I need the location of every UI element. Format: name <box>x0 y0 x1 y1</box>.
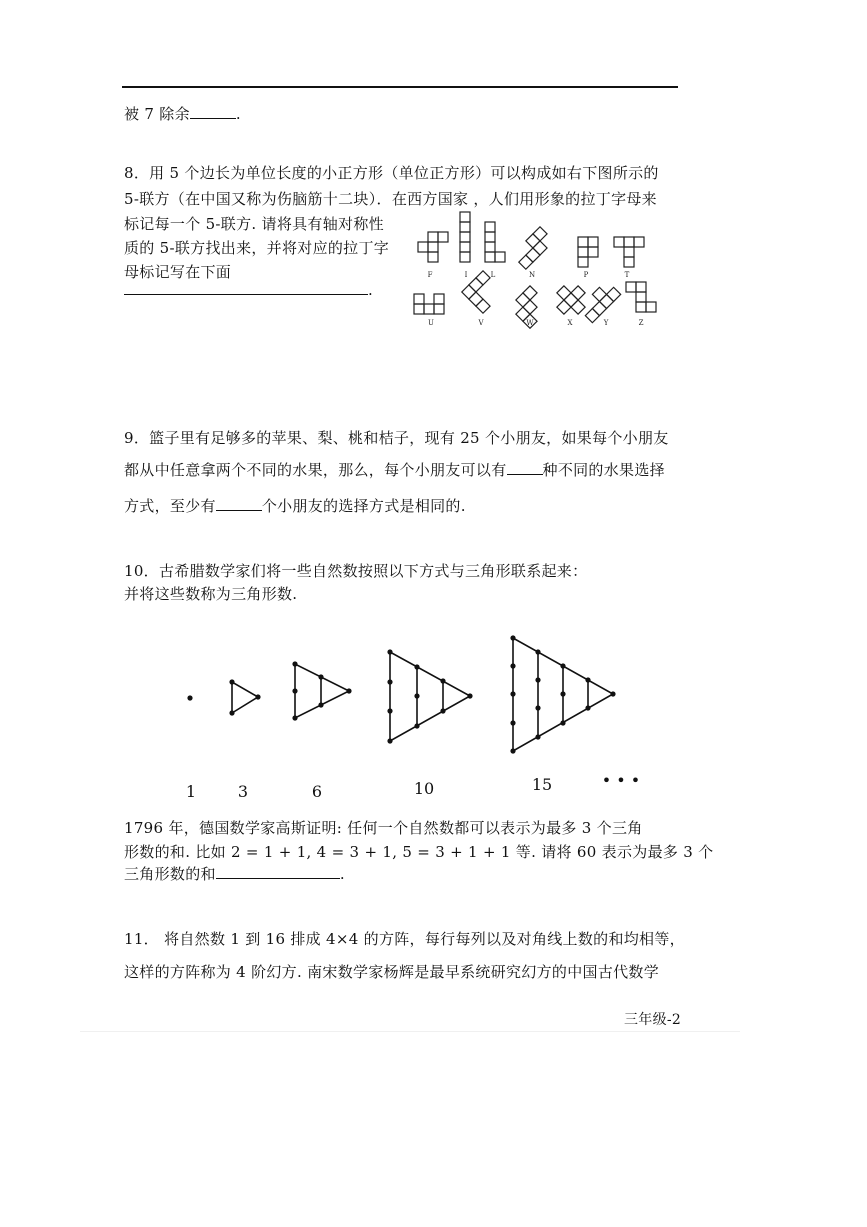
pentomino-label-f: F <box>427 271 433 279</box>
tri-number-6: 6 <box>311 782 323 800</box>
q10-line-5b: . <box>339 865 345 883</box>
tri-number-10: 10 <box>413 779 435 798</box>
prev-tail: . <box>235 105 241 123</box>
q9-line-2a: 都从中任意拿两个不同的水果，那么，每个小朋友可以有 <box>124 461 507 479</box>
q9-blank-1[interactable] <box>507 460 543 475</box>
pentomino-label-n: N <box>528 271 536 279</box>
dot <box>187 695 192 700</box>
q10-line-3: 1796 年，德国数学家高斯证明: 任何一个自然数都可以表示为最多 3 个三角 <box>124 819 643 837</box>
q11-line-2: 这样的方阵称为 4 阶幻方. 南宋数学家杨辉是最早系统研究幻方的中国古代数学 <box>124 963 660 981</box>
q9-line-2 <box>124 460 665 480</box>
prev-text: 被 7 除余 <box>124 105 190 123</box>
pentomino-label-y: Y <box>603 319 609 327</box>
q9-line-3a: 方式，至少有 <box>124 497 216 515</box>
q9-line-2b: 种不同的水果选择 <box>542 461 665 479</box>
q10-line-1: 10．古希腊数学家们将一些自然数按照以下方式与三角形联系起来： <box>124 562 588 580</box>
tri-number-3: 3 <box>237 782 249 800</box>
pentomino-label-l: L <box>490 271 496 279</box>
pentomino-label-w: W <box>526 319 534 327</box>
q8-line-3: 标记每一个 5-联方. 请将具有轴对称性 <box>124 215 384 233</box>
q10-line-4: 形数的和. 比如 2 = 1 + 1, 4 = 3 + 1, 5 = 3 + 1 + 1 等. 请将 60 表示为最多 3 个 <box>124 843 714 861</box>
q10-line-5a: 三角形数的和 <box>124 865 216 883</box>
pentomino-l <box>485 222 505 262</box>
q8-line-5: 母标记写在下面 <box>124 263 232 281</box>
pentomino-label-z: Z <box>638 319 644 327</box>
triangular-numbers-figure <box>180 625 640 800</box>
pentomino-label-u: U <box>428 319 434 327</box>
q11-line-1: 11． 将自然数 1 到 16 排成 4×4 的方阵，每行每列以及对角线上数的和均相等， <box>124 930 685 948</box>
tri-number-ellipsis: • • • <box>601 771 640 790</box>
q9-line-1: 9．篮子里有足够多的苹果、梨、桃和桔子，现有 25 个小朋友，如果每个小朋友 <box>124 429 669 447</box>
pentomino-u <box>414 294 444 314</box>
pentomino-n <box>512 227 554 269</box>
pentomino-i <box>460 212 470 262</box>
pentomino-t <box>614 237 644 267</box>
pentomino-label-p: P <box>583 271 589 279</box>
q8-line-1: 8．用 5 个边长为单位长度的小正方形（单位正方形）可以构成如右下图所示的 <box>124 164 659 182</box>
q8-answer-tail: . <box>368 281 374 299</box>
prev-question-tail <box>124 104 241 124</box>
q8-line-2: 5-联方（在中国又称为伤脑筋十二块）．在西方国家 ，人们用形象的拉丁字母来 <box>124 190 657 208</box>
page-footer-label: 三年级-2 <box>624 1012 682 1028</box>
pentomino-label-t: T <box>624 271 630 279</box>
q8-line-4: 质的 5-联方找出来，并将对应的拉丁字 <box>124 239 390 257</box>
header-rule <box>122 86 678 88</box>
pentomino-v <box>462 271 504 313</box>
q9-line-3b: 个小朋友的选择方式是相同的. <box>261 497 466 515</box>
q10-line-5 <box>124 864 345 884</box>
tri-number-1: 1 <box>185 782 197 800</box>
pentomino-label-i: I <box>464 271 468 279</box>
pentomino-p <box>578 237 598 267</box>
q9-line-3 <box>124 496 466 516</box>
q10-answer-blank[interactable] <box>216 864 340 879</box>
q8-answer-line <box>124 280 373 300</box>
q9-blank-2[interactable] <box>216 496 262 511</box>
pentomino-label-x: X <box>567 319 573 327</box>
q8-answer-blank[interactable] <box>124 280 368 295</box>
pentomino-y <box>578 280 620 322</box>
pentomino-z <box>626 282 656 312</box>
pentomino-figure <box>405 205 670 335</box>
pentomino-label-v: V <box>478 319 484 327</box>
footer-divider <box>80 1031 740 1032</box>
tri-number-15: 15 <box>531 775 553 794</box>
answer-blank[interactable] <box>190 104 236 119</box>
q10-line-2: 并将这些数称为三角形数. <box>124 585 298 603</box>
pentomino-f <box>418 232 448 262</box>
